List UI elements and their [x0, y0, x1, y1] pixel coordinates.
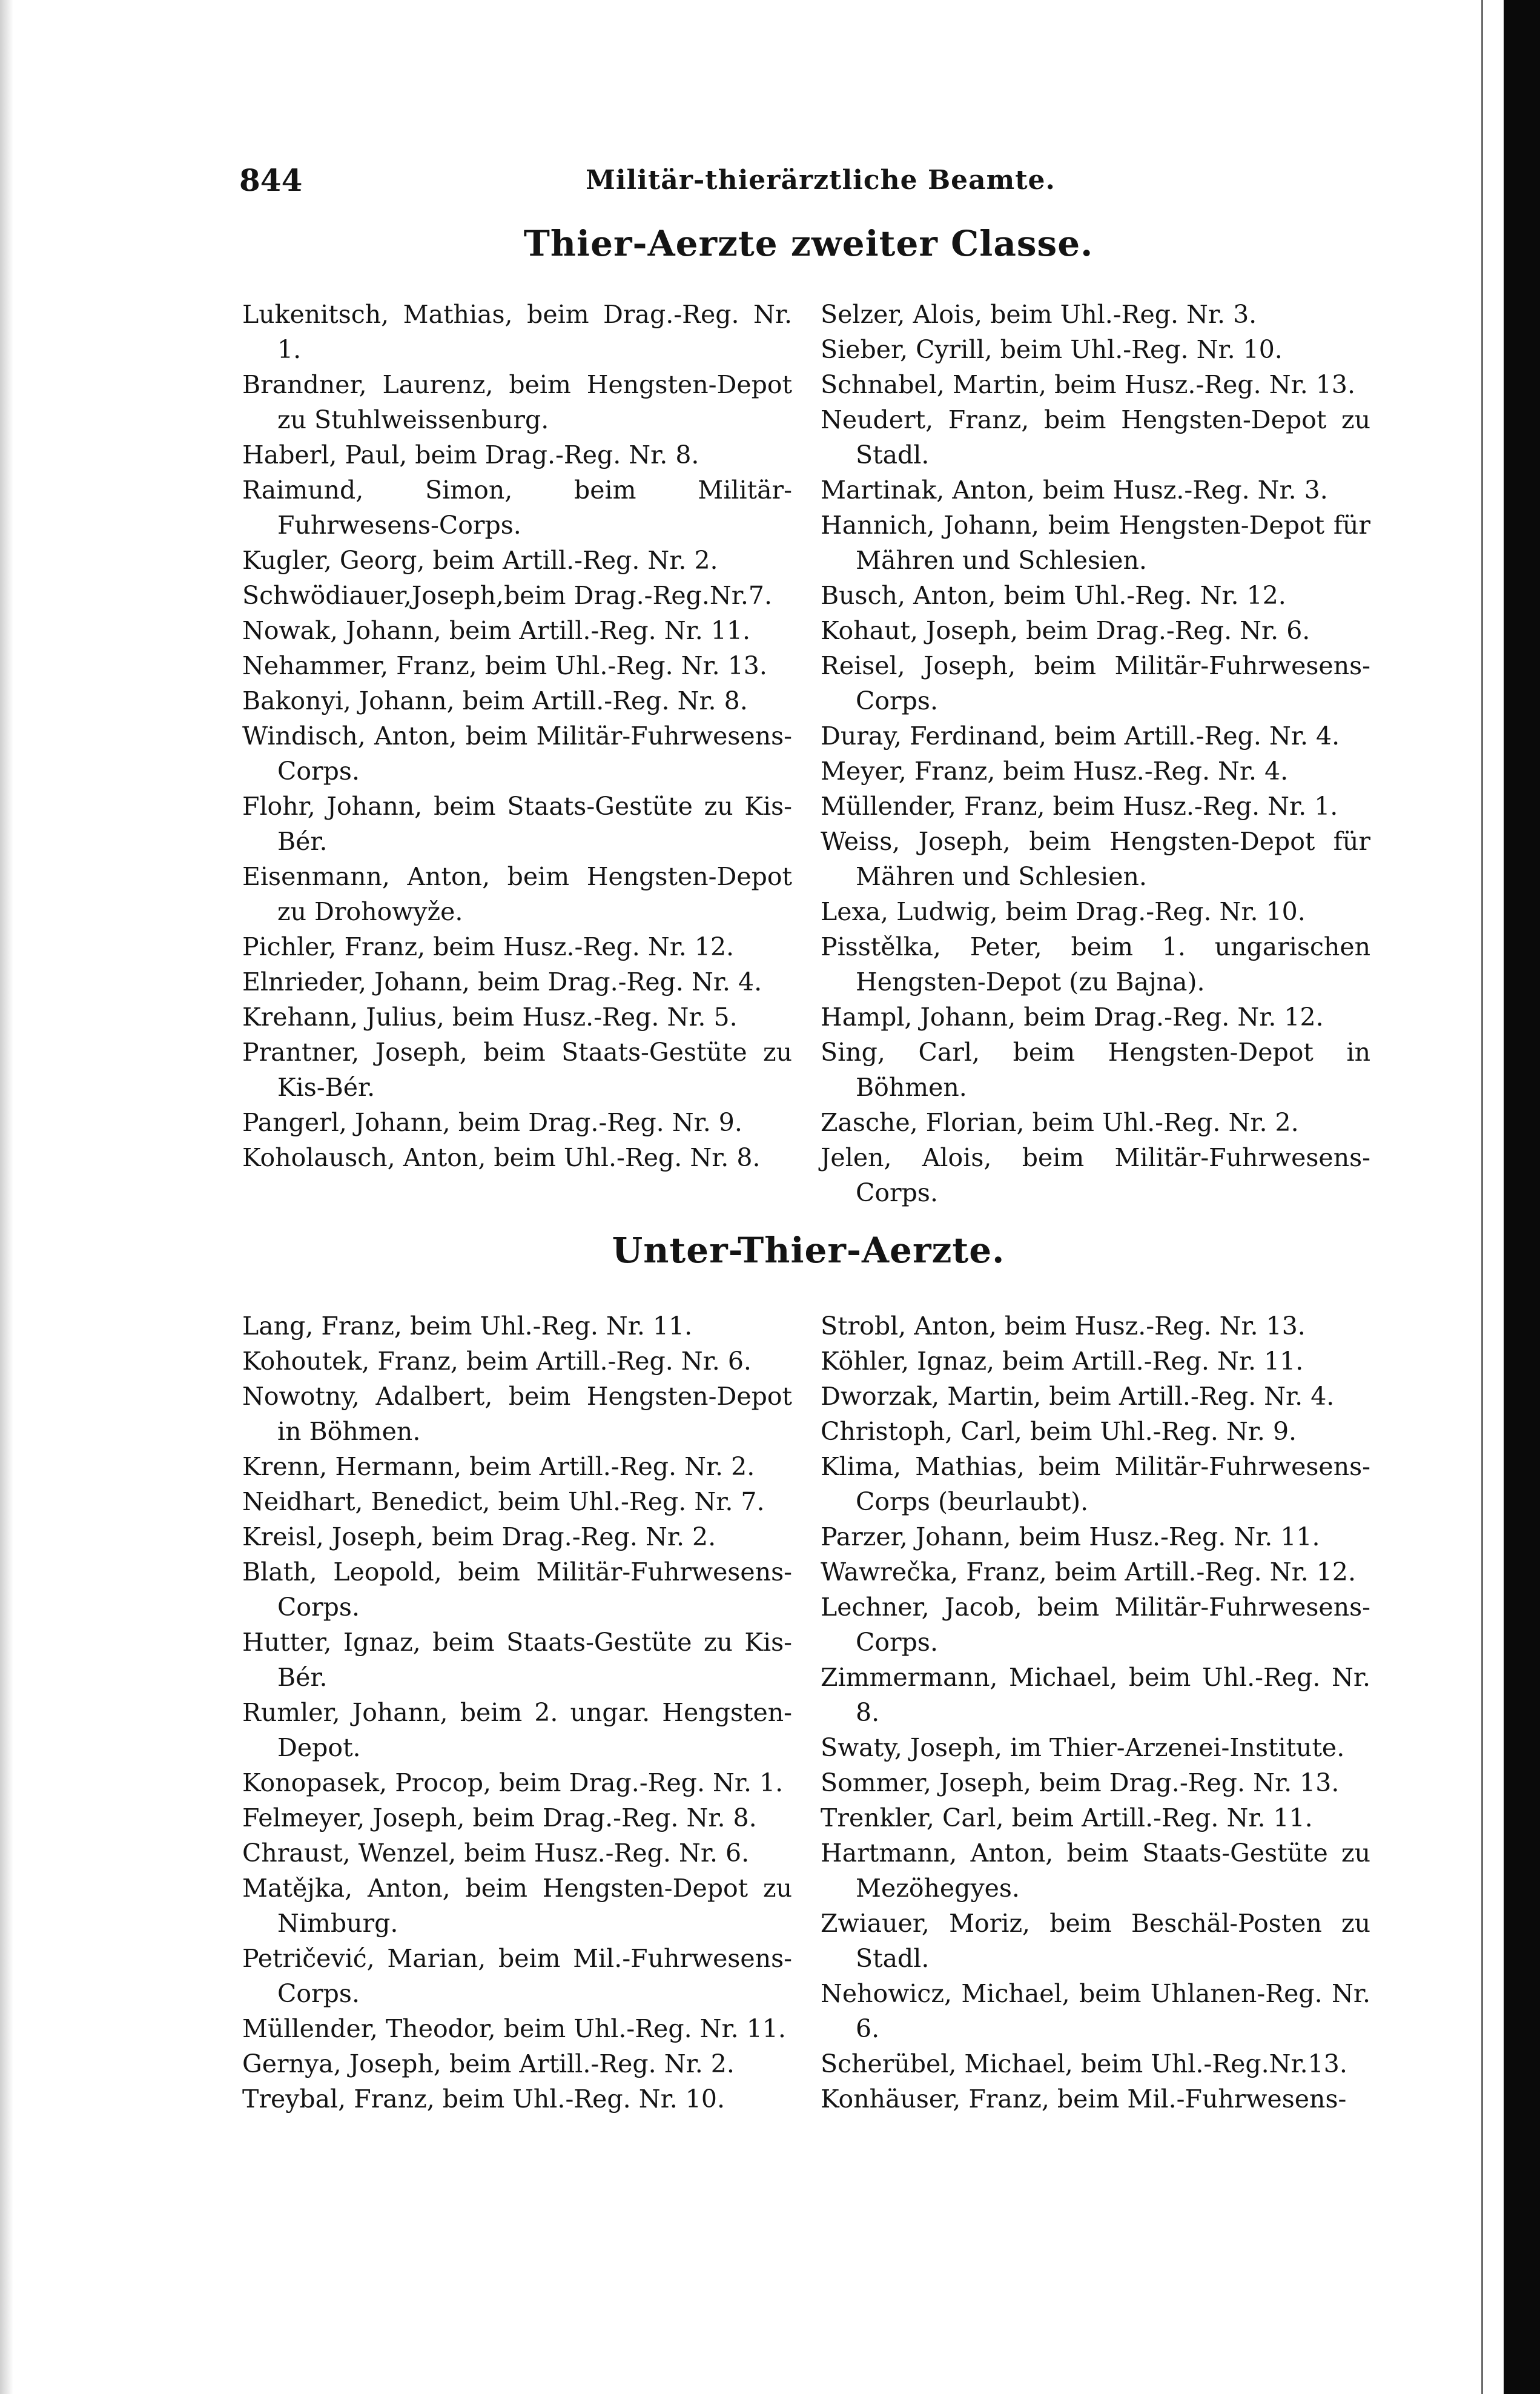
personnel-entry: Kreisl, Joseph, beim Drag.-Reg. Nr. 2. [242, 1522, 716, 1551]
personnel-entry: Müllender, Theodor, beim Uhl.-Reg. Nr. 11. [242, 2014, 786, 2043]
personnel-entry: Parzer, Johann, beim Husz.-Reg. Nr. 11. [821, 1522, 1320, 1551]
personnel-entry: Zasche, Florian, beim Uhl.-Reg. Nr. 2. [821, 1108, 1299, 1137]
personnel-entry: Weiss, Joseph, beim Hengsten-Depot für Mähren und Schlesien. [821, 827, 1370, 891]
personnel-entry: Krenn, Hermann, beim Artill.-Reg. Nr. 2. [242, 1452, 755, 1481]
personnel-entry: Windisch, Anton, beim Militär-Fuhrwesens-Corps. [242, 721, 792, 786]
personnel-entry: Wawrečka, Franz, beim Artill.-Reg. Nr. 12. [821, 1557, 1356, 1587]
personnel-entry: Krehann, Julius, beim Husz.-Reg. Nr. 5. [242, 1003, 738, 1032]
section-2-right-column [821, 1308, 1370, 2117]
personnel-entry: Kohaut, Joseph, beim Drag.-Reg. Nr. 6. [821, 616, 1310, 645]
personnel-entry: Rumler, Johann, beim 2. ungar. Hengsten-Depot. [242, 1698, 792, 1762]
personnel-entry: Konopasek, Procop, beim Drag.-Reg. Nr. 1. [242, 1768, 784, 1797]
personnel-entry: Nowotny, Adalbert, beim Hengsten-Depot in Böhmen. [242, 1382, 792, 1446]
page-number: 844 [239, 162, 303, 198]
section-title-unter-thier-aerzte: Unter-Thier-Aerzte. [612, 1230, 1005, 1271]
personnel-entry: Zimmermann, Michael, beim Uhl.-Reg. Nr. 8. [821, 1663, 1370, 1727]
personnel-entry: Lexa, Ludwig, beim Drag.-Reg. Nr. 10. [821, 897, 1306, 926]
personnel-entry: Neudert, Franz, beim Hengsten-Depot zu Stadl. [821, 405, 1370, 469]
personnel-entry: Blath, Leopold, beim Militär-Fuhrwesens-Corps. [242, 1557, 792, 1622]
personnel-entry: Koholausch, Anton, beim Uhl.-Reg. Nr. 8. [242, 1143, 761, 1172]
personnel-entry: Elnrieder, Johann, beim Drag.-Reg. Nr. 4. [242, 967, 762, 996]
personnel-entry: Kohoutek, Franz, beim Artill.-Reg. Nr. 6. [242, 1347, 752, 1376]
personnel-entry: Nehowicz, Michael, beim Uhlanen-Reg. Nr. 6. [821, 1979, 1370, 2043]
section-1-left-column [242, 297, 792, 1175]
section-1-right-column [821, 297, 1370, 1210]
page-edge-line [1481, 0, 1483, 2394]
personnel-entry: Klima, Mathias, beim Militär-Fuhrwesens-Corps (beurlaubt). [821, 1452, 1370, 1516]
personnel-entry: Köhler, Ignaz, beim Artill.-Reg. Nr. 11. [821, 1347, 1304, 1376]
personnel-entry: Pichler, Franz, beim Husz.-Reg. Nr. 12. [242, 932, 735, 961]
personnel-entry: Treybal, Franz, beim Uhl.-Reg. Nr. 10. [242, 2084, 725, 2114]
personnel-entry: Meyer, Franz, beim Husz.-Reg. Nr. 4. [821, 757, 1289, 786]
personnel-entry: Haberl, Paul, beim Drag.-Reg. Nr. 8. [242, 440, 699, 469]
personnel-entry: Reisel, Joseph, beim Militär-Fuhrwesens-Corps. [821, 651, 1370, 715]
personnel-entry: Sieber, Cyrill, beim Uhl.-Reg. Nr. 10. [821, 335, 1283, 364]
personnel-entry: Sommer, Joseph, beim Drag.-Reg. Nr. 13. [821, 1768, 1340, 1797]
personnel-entry: Swaty, Joseph, im Thier-Arzenei-Institute. [821, 1733, 1345, 1762]
personnel-entry: Martinak, Anton, beim Husz.-Reg. Nr. 3. [821, 476, 1328, 505]
personnel-entry: Selzer, Alois, beim Uhl.-Reg. Nr. 3. [821, 300, 1257, 329]
personnel-entry: Duray, Ferdinand, beim Artill.-Reg. Nr. 4. [821, 721, 1340, 751]
personnel-entry: Kugler, Georg, beim Artill.-Reg. Nr. 2. [242, 546, 718, 575]
scan-border [1504, 0, 1540, 2394]
personnel-entry: Hannich, Johann, beim Hengsten-Depot für Mähren und Schlesien. [821, 511, 1370, 575]
personnel-entry: Sing, Carl, beim Hengsten-Depot in Böhmen. [821, 1038, 1370, 1102]
running-head [239, 162, 1402, 211]
personnel-entry: Trenkler, Carl, beim Artill.-Reg. Nr. 11. [821, 1803, 1313, 1832]
running-title: Militär-thierärztliche Beamte. [586, 165, 1056, 196]
personnel-entry: Brandner, Laurenz, beim Hengsten-Depot zu Stuhlweissenburg. [242, 370, 792, 434]
personnel-entry: Lukenitsch, Mathias, beim Drag.-Reg. Nr. 1. [242, 300, 792, 364]
personnel-entry: Strobl, Anton, beim Husz.-Reg. Nr. 13. [821, 1311, 1306, 1341]
personnel-entry: Schwödiauer,Joseph,beim Drag.-Reg.Nr.7. [242, 581, 773, 610]
personnel-entry: Pangerl, Johann, beim Drag.-Reg. Nr. 9. [242, 1108, 742, 1137]
personnel-entry: Hutter, Ignaz, beim Staats-Gestüte zu Kis-Bér. [242, 1628, 792, 1692]
personnel-entry: Matějka, Anton, beim Hengsten-Depot zu Nimburg. [242, 1874, 792, 1938]
personnel-entry: Prantner, Joseph, beim Staats-Gestüte zu Kis-Bér. [242, 1038, 792, 1102]
personnel-entry: Pisstělka, Peter, beim 1. ungarischen Hengsten-Depot (zu Bajna). [821, 932, 1370, 996]
personnel-entry: Felmeyer, Joseph, beim Drag.-Reg. Nr. 8. [242, 1803, 757, 1832]
personnel-entry: Zwiauer, Moriz, beim Beschäl-Posten zu Stadl. [821, 1909, 1370, 1973]
personnel-entry: Hampl, Johann, beim Drag.-Reg. Nr. 12. [821, 1003, 1324, 1032]
personnel-entry: Petričević, Marian, beim Mil.-Fuhrwesens-Corps. [242, 1944, 792, 2008]
personnel-entry: Eisenmann, Anton, beim Hengsten-Depot zu Drohowyže. [242, 862, 792, 926]
personnel-entry: Busch, Anton, beim Uhl.-Reg. Nr. 12. [821, 581, 1286, 610]
personnel-entry: Scherübel, Michael, beim Uhl.-Reg.Nr.13. [821, 2049, 1347, 2078]
personnel-entry: Jelen, Alois, beim Militär-Fuhrwesens-Corps. [821, 1143, 1370, 1207]
page-edge-shadow [0, 0, 13, 2394]
personnel-entry: Raimund, Simon, beim Militär-Fuhrwesens-Corps. [242, 476, 792, 540]
personnel-entry: Lechner, Jacob, beim Militär-Fuhrwesens-Corps. [821, 1593, 1370, 1657]
personnel-entry: Schnabel, Martin, beim Husz.-Reg. Nr. 13. [821, 370, 1355, 399]
personnel-entry: Gernya, Joseph, beim Artill.-Reg. Nr. 2. [242, 2049, 735, 2078]
personnel-entry: Christoph, Carl, beim Uhl.-Reg. Nr. 9. [821, 1417, 1297, 1446]
personnel-entry: Flohr, Johann, beim Staats-Gestüte zu Kis-Bér. [242, 792, 792, 856]
personnel-entry: Bakonyi, Johann, beim Artill.-Reg. Nr. 8. [242, 686, 748, 715]
personnel-entry: Neidhart, Benedict, beim Uhl.-Reg. Nr. 7. [242, 1487, 765, 1516]
personnel-entry: Nowak, Johann, beim Artill.-Reg. Nr. 11. [242, 616, 750, 645]
personnel-entry: Dworzak, Martin, beim Artill.-Reg. Nr. 4. [821, 1382, 1335, 1411]
personnel-entry: Chraust, Wenzel, beim Husz.-Reg. Nr. 6. [242, 1839, 750, 1868]
section-title-thier-aerzte-zweiter-classe: Thier-Aerzte zweiter Classe. [523, 223, 1094, 264]
personnel-entry: Hartmann, Anton, beim Staats-Gestüte zu Mezöhegyes. [821, 1839, 1370, 1903]
personnel-entry: Konhäuser, Franz, beim Mil.-Fuhrwesens- [821, 2084, 1347, 2114]
section-2-left-column [242, 1308, 792, 2117]
personnel-entry: Müllender, Franz, beim Husz.-Reg. Nr. 1. [821, 792, 1338, 821]
personnel-entry: Lang, Franz, beim Uhl.-Reg. Nr. 11. [242, 1311, 693, 1341]
personnel-entry: Nehammer, Franz, beim Uhl.-Reg. Nr. 13. [242, 651, 767, 680]
